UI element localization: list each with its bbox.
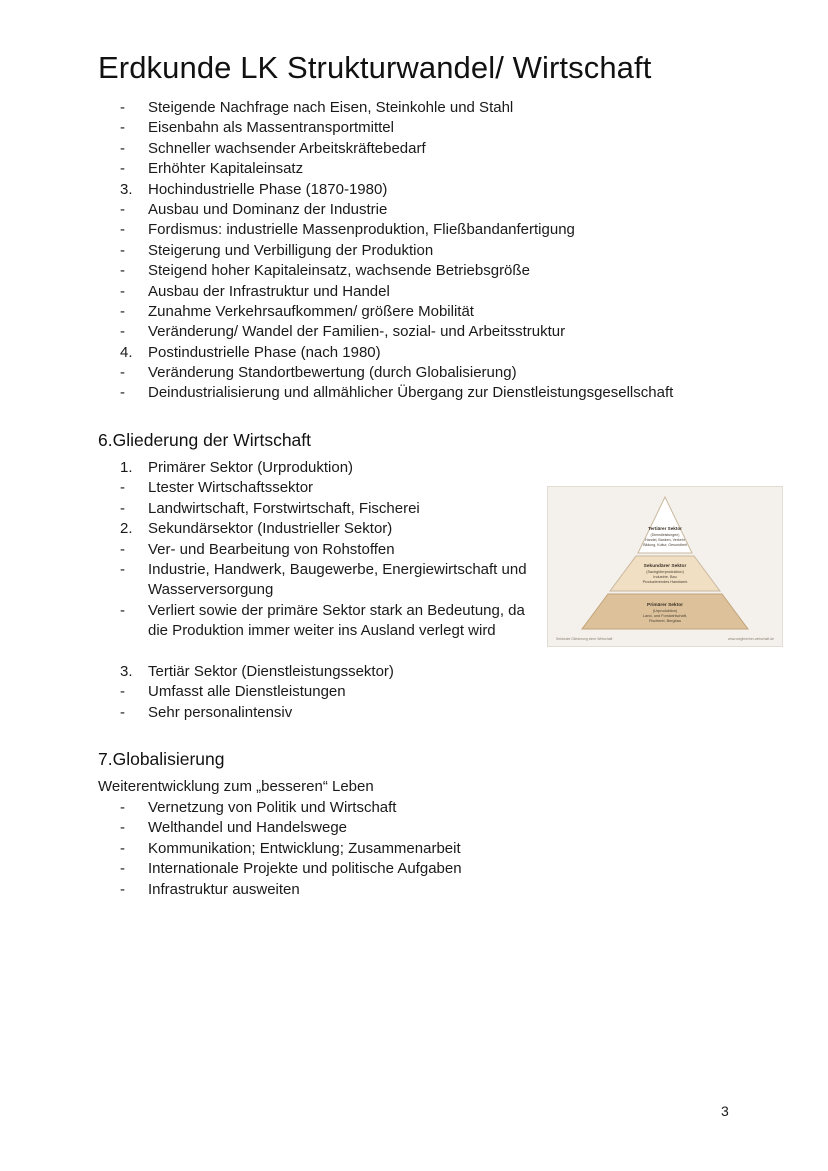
section-heading-globalisierung: 7.Globalisierung: [98, 749, 225, 769]
list-text: Hochindustrielle Phase (1870-1980): [148, 180, 388, 198]
list-marker: -: [120, 560, 125, 578]
list-marker: -: [120, 262, 125, 280]
list-marker: -: [120, 860, 125, 878]
list-text: Eisenbahn als Massentransportmittel: [148, 119, 394, 137]
list-text: Sekundärsektor (Industrieller Sektor): [148, 520, 393, 538]
list-text: Landwirtschaft, Forstwirtschaft, Fischerei: [148, 499, 420, 517]
list-marker: -: [120, 384, 125, 402]
list-text: Industrie, Handwerk, Baugewerbe, Energiewirtschaft und Wasserversorgung: [148, 560, 527, 599]
list-text: Erhöhter Kapitaleinsatz: [148, 160, 304, 178]
list-text: Ltester Wirtschaftssektor: [148, 479, 314, 497]
tier3-sub1: (Urproduktion): [652, 609, 678, 613]
tier3-sub2: Land- und Forstwirtschaft,: [643, 614, 687, 618]
list-marker: 3.: [120, 180, 133, 198]
list-marker: -: [120, 302, 125, 320]
list-marker: 2.: [120, 520, 133, 538]
list-text: Steigerung und Verbilligung der Produktion: [148, 241, 434, 259]
list-marker: -: [120, 601, 125, 619]
list-marker: -: [120, 119, 125, 137]
list-text: Sehr personalintensiv: [148, 703, 293, 721]
tier1-sub2: Handel, Banken, Verkehr: [645, 538, 685, 542]
list-marker: -: [120, 364, 125, 382]
list-marker: -: [120, 683, 125, 701]
figure-caption-left: Sektorale Gliederung einer Wirtschaft: [556, 637, 613, 641]
list-marker: -: [120, 323, 125, 341]
tier3-sub3: Fischerei, Bergbau: [649, 619, 681, 623]
sector-pyramid-figure: [547, 486, 783, 647]
tier3-title: Primärer Sektor: [647, 603, 683, 608]
list-marker: 3.: [120, 662, 133, 680]
list-marker: -: [120, 99, 125, 116]
list-text: Infrastruktur ausweiten: [148, 880, 300, 898]
page-number: 3: [721, 1103, 729, 1119]
list-text: Ver- und Bearbeitung von Rohstoffen: [148, 540, 395, 558]
list-marker: -: [120, 200, 125, 218]
list-text: Kommunikation; Entwicklung; Zusammenarbeit: [148, 839, 461, 857]
list-text: Verliert sowie der primäre Sektor stark an Bedeutung, da die Produktion immer weiter ins Ausland verlegt wird: [148, 601, 525, 640]
list-text: Steigend hoher Kapitaleinsatz, wachsende Betriebsgröße: [148, 262, 530, 280]
list-text: Tertiär Sektor (Dienstleistungssektor): [148, 662, 394, 680]
tier2-sub2: Industrie, Bau: [653, 575, 677, 579]
list-text: Veränderung Standortbewertung (durch Globalisierung): [148, 364, 517, 382]
list-marker: -: [120, 241, 125, 259]
tier1-sub3: Bildung, Kultur, Gesundheit: [643, 543, 687, 547]
list-marker: -: [120, 880, 125, 898]
list-marker: -: [120, 221, 125, 239]
list-text: Veränderung/ Wandel der Familien-, sozial- und Arbeitsstruktur: [148, 323, 566, 341]
list-text: Steigende Nachfrage nach Eisen, Steinkohle und Stahl: [148, 99, 514, 116]
list-marker: -: [120, 540, 125, 558]
figure-caption-right: www.wegbrecher-wirtschaft.de: [728, 637, 774, 641]
sector-pyramid-diagram: [548, 487, 782, 646]
list-text: Vernetzung von Politik und Wirtschaft: [148, 799, 397, 816]
section-heading-gliederung: 6.Gliederung der Wirtschaft: [98, 430, 312, 450]
list-text: Ausbau der Infrastruktur und Handel: [148, 282, 390, 300]
page-title: Erdkunde LK Strukturwandel/ Wirtschaft: [98, 50, 652, 85]
list-marker: -: [120, 799, 125, 816]
tier1-sub1: (Dienstleistungen): [650, 533, 680, 537]
list-text: Zunahme Verkehrsaufkommen/ größere Mobilität: [148, 302, 474, 320]
list-text: Ausbau und Dominanz der Industrie: [148, 200, 388, 218]
list-text: Umfasst alle Dienstleistungen: [148, 683, 346, 701]
list-marker: -: [120, 479, 125, 497]
list-marker: 1.: [120, 459, 133, 476]
list-text: Primärer Sektor (Urproduktion): [148, 459, 354, 476]
list-marker: 4.: [120, 343, 133, 361]
tier1-title: Tertiärer Sektor: [648, 526, 682, 531]
globalisierung-intro: Weiterentwicklung zum „besseren“ Leben: [98, 778, 374, 795]
list-text: Internationale Projekte und politische Aufgaben: [148, 860, 462, 878]
list-text: Welthandel und Handelswege: [148, 819, 348, 837]
list-marker: -: [120, 839, 125, 857]
list-marker: -: [120, 139, 125, 157]
list-text: Schneller wachsender Arbeitskräftebedarf: [148, 139, 426, 157]
list-text: Fordismus: industrielle Massenproduktion, Fließbandanfertigung: [148, 221, 575, 239]
list-marker: -: [120, 703, 125, 721]
list-marker: -: [120, 282, 125, 300]
tier2-sub3: Produzierendes Handwerk: [642, 580, 688, 584]
list-marker: -: [120, 499, 125, 517]
tier2-sub1: (Sachgüterproduktion): [646, 570, 684, 574]
list-text: Postindustrielle Phase (nach 1980): [148, 343, 381, 361]
list-marker: -: [120, 819, 125, 837]
list-text: Deindustrialisierung und allmählicher Übergang zur Dienstleistungsgesellschaft: [148, 384, 674, 402]
list-marker: -: [120, 160, 125, 178]
tier2-title: Sekundärer Sektor: [643, 564, 687, 569]
